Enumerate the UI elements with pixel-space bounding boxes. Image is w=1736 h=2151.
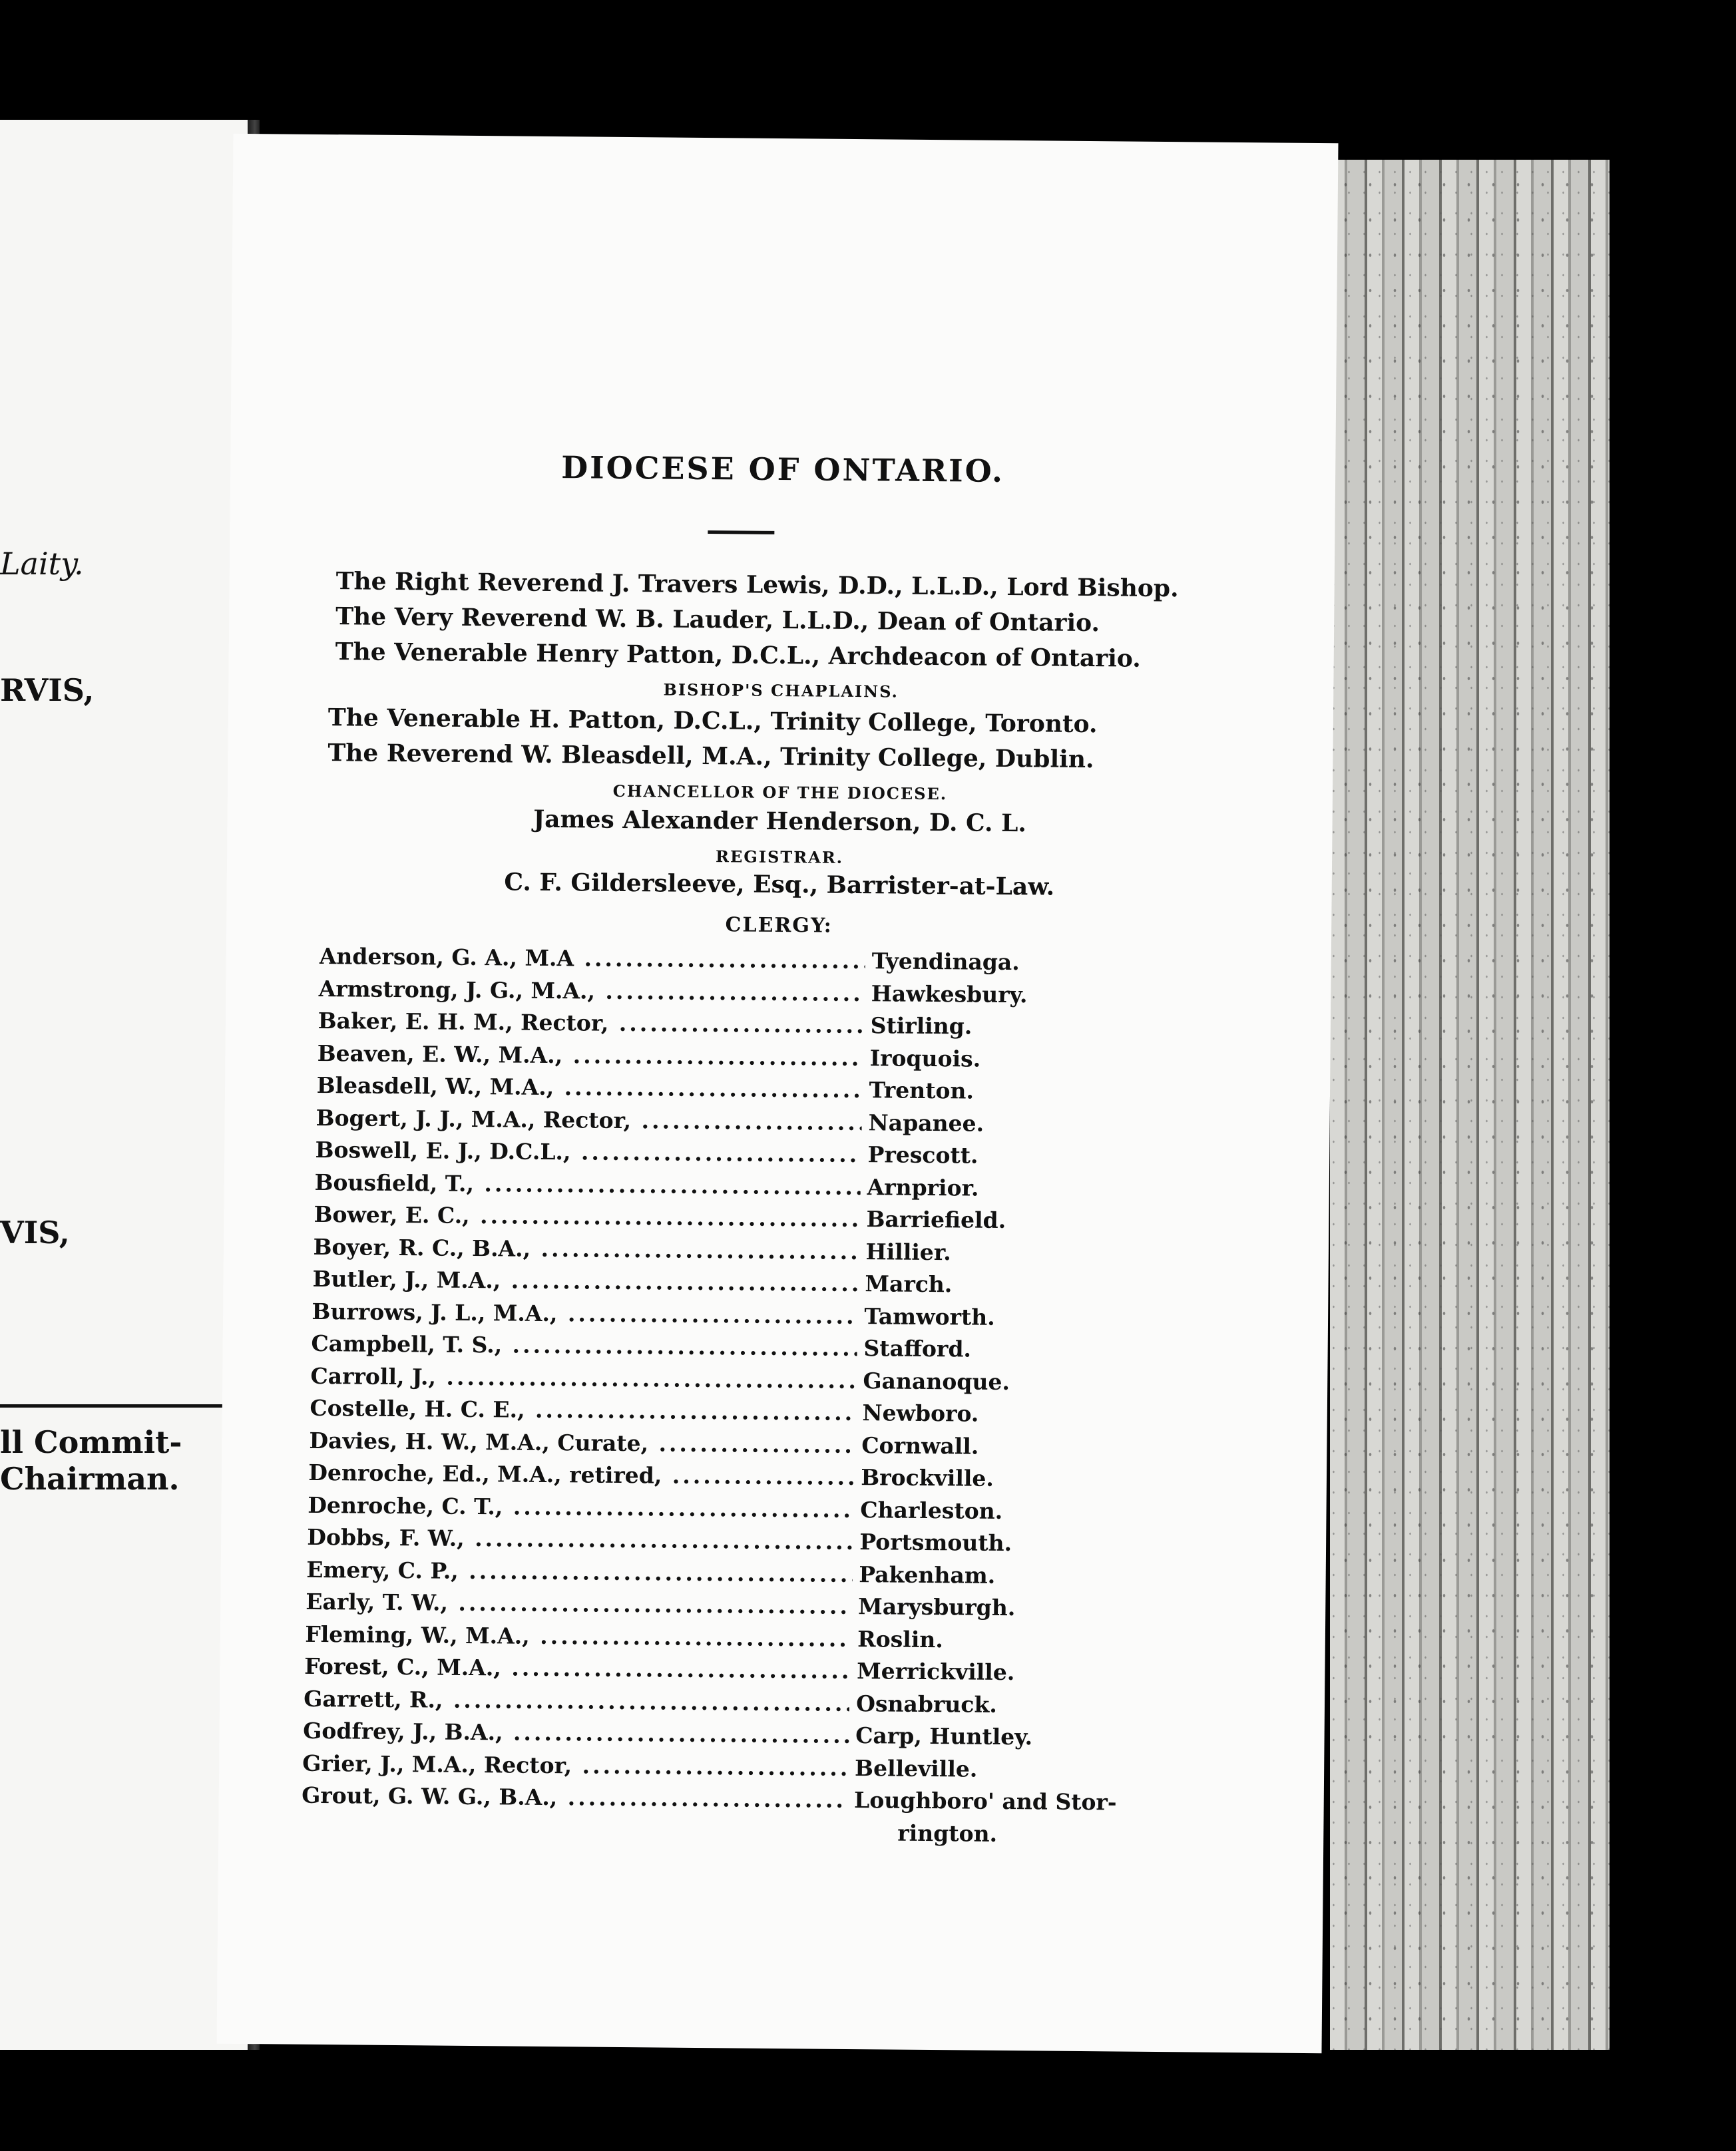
clergy-place: Stafford.: [863, 1335, 972, 1362]
clergy-place: Barriefield.: [866, 1206, 1006, 1234]
clergy-name: Early, T. W., .....: [306, 1589, 851, 1619]
clergy-place: Marysburgh.: [858, 1593, 1016, 1621]
clergy-place: March.: [865, 1271, 953, 1298]
clergy-place: Newboro.: [862, 1400, 979, 1427]
clergy-place: Carp, Huntley.: [855, 1722, 1033, 1750]
clergy-place: Osnabruck.: [856, 1690, 997, 1718]
clergy-place: Merrickville.: [857, 1658, 1015, 1686]
clergy-name: Emery, C. P., .....: [306, 1556, 852, 1587]
clergy-name: Grier, J., M.A., Rector, .....: [302, 1750, 848, 1780]
clergy-name: Armstrong, J. G., M.A., .....: [319, 975, 865, 1006]
clergy-place: Trenton.: [869, 1077, 975, 1104]
chaplains-heading: BISHOP'S CHAPLAINS.: [663, 680, 899, 701]
clergy-name: Baker, E. H. M., Rector, .....: [318, 1008, 864, 1038]
clergy-place: Pakenham.: [859, 1561, 996, 1589]
clergy-heading: CLERGY:: [725, 913, 833, 938]
clergy-name: Costelle, H. C. E., .....: [310, 1395, 855, 1426]
officer-dean: The Very Reverend W. B. Lauder, L.L.D., Dean of Ontario.: [335, 602, 1100, 638]
clergy-name: Grout, G. W. G., B.A., .....: [302, 1782, 847, 1813]
clergy-name: Campbell, T. S., .....: [311, 1330, 857, 1361]
clergy-place: Hawkesbury.: [871, 980, 1028, 1008]
clergy-name: Beaven, E. W., M.A., .....: [318, 1040, 863, 1070]
clergy-place: Iroquois.: [869, 1044, 981, 1072]
clergy-place: Charleston.: [860, 1496, 1003, 1524]
title-divider: [708, 530, 774, 534]
chancellor-heading: CHANCELLOR OF THE DIOCESE.: [612, 781, 948, 804]
clergy-place: Portsmouth.: [859, 1529, 1012, 1557]
clergy-name: Forest, C., M.A., .....: [304, 1653, 850, 1684]
chancellor-name: James Alexander Henderson, D. C. L.: [533, 805, 1027, 838]
left-facing-page: [0, 120, 248, 2050]
left-fragment-rvis: RVIS,: [0, 672, 95, 708]
clergy-place: Tamworth.: [864, 1302, 995, 1330]
officer-lord-bishop: The Right Reverend J. Travers Lewis, D.D., L.L.D., Lord Bishop.: [335, 567, 1179, 603]
clergy-name: Garrett, R., .....: [304, 1685, 849, 1716]
officer-archdeacon: The Venerable Henry Patton, D.C.L., Archdeacon of Ontario.: [335, 638, 1141, 673]
registrar-name: C. F. Gildersleeve, Esq., Barrister-at-Law.: [504, 868, 1055, 901]
clergy-name: Carroll, J., .....: [310, 1362, 856, 1393]
left-fragment-laity: Laity.: [0, 546, 84, 582]
clergy-place: Stirling.: [870, 1012, 973, 1040]
clergy-name: Boswell, E. J., D.C.L., .....: [315, 1137, 861, 1167]
page-title: DIOCESE OF ONTARIO.: [561, 449, 1005, 489]
clergy-name: Davies, H. W., M.A., Curate, .....: [309, 1427, 855, 1458]
clergy-place: Roslin.: [857, 1625, 944, 1653]
chaplain-line: The Venerable H. Patton, D.C.L., Trinity College, Toronto.: [327, 703, 1098, 739]
main-page: [217, 134, 1339, 2053]
clergy-place: Hillier.: [865, 1238, 951, 1265]
clergy-place: Belleville.: [854, 1754, 978, 1782]
left-fragment-vis: VIS,: [0, 1215, 70, 1251]
clergy-place: Prescott.: [867, 1141, 978, 1169]
left-divider: [0, 1404, 248, 1408]
clergy-name: Bogert, J. J., M.A., Rector, .....: [316, 1104, 861, 1135]
left-fragment-chairman: Chairman.: [0, 1461, 180, 1497]
clergy-name: Burrows, J. L., M.A., .....: [312, 1298, 857, 1328]
clergy-name: Godfrey, J., B.A., .....: [303, 1718, 849, 1748]
clergy-name: Butler, J., M.A., .....: [312, 1266, 858, 1296]
clergy-name: Bower, E. C., .....: [314, 1201, 859, 1232]
clergy-place: Arnprior.: [867, 1173, 979, 1201]
clergy-continuation: rington.: [897, 1820, 998, 1847]
clergy-name: Boyer, R. C., B.A., .....: [313, 1233, 859, 1264]
clergy-place: Tyendinaga.: [871, 948, 1020, 976]
clergy-name: Bousfield, T., .....: [314, 1169, 860, 1199]
clergy-place: Gananoque.: [863, 1367, 1010, 1395]
clergy-name: Anderson, G. A., M.A .....: [320, 943, 865, 974]
clergy-place: Napanee.: [868, 1109, 984, 1137]
clergy-name: Denroche, Ed., M.A., retired, .....: [308, 1460, 854, 1490]
clergy-name: Bleasdell, W., M.A., .....: [317, 1072, 863, 1103]
clergy-name: Dobbs, F. W., .....: [307, 1524, 853, 1555]
registrar-heading: REGISTRAR.: [715, 847, 844, 867]
left-fragment-commit: ll Commit-: [0, 1424, 182, 1460]
clergy-name: Fleming, W., M.A., .....: [305, 1621, 851, 1651]
clergy-place: Loughboro' and Stor-: [853, 1787, 1117, 1816]
chaplain-line: The Reverend W. Bleasdell, M.A., Trinity College, Dublin.: [327, 739, 1094, 774]
clergy-place: Brockville.: [861, 1464, 994, 1491]
clergy-name: Denroche, C. T., .....: [308, 1491, 853, 1522]
clergy-place: Cornwall.: [861, 1432, 979, 1460]
